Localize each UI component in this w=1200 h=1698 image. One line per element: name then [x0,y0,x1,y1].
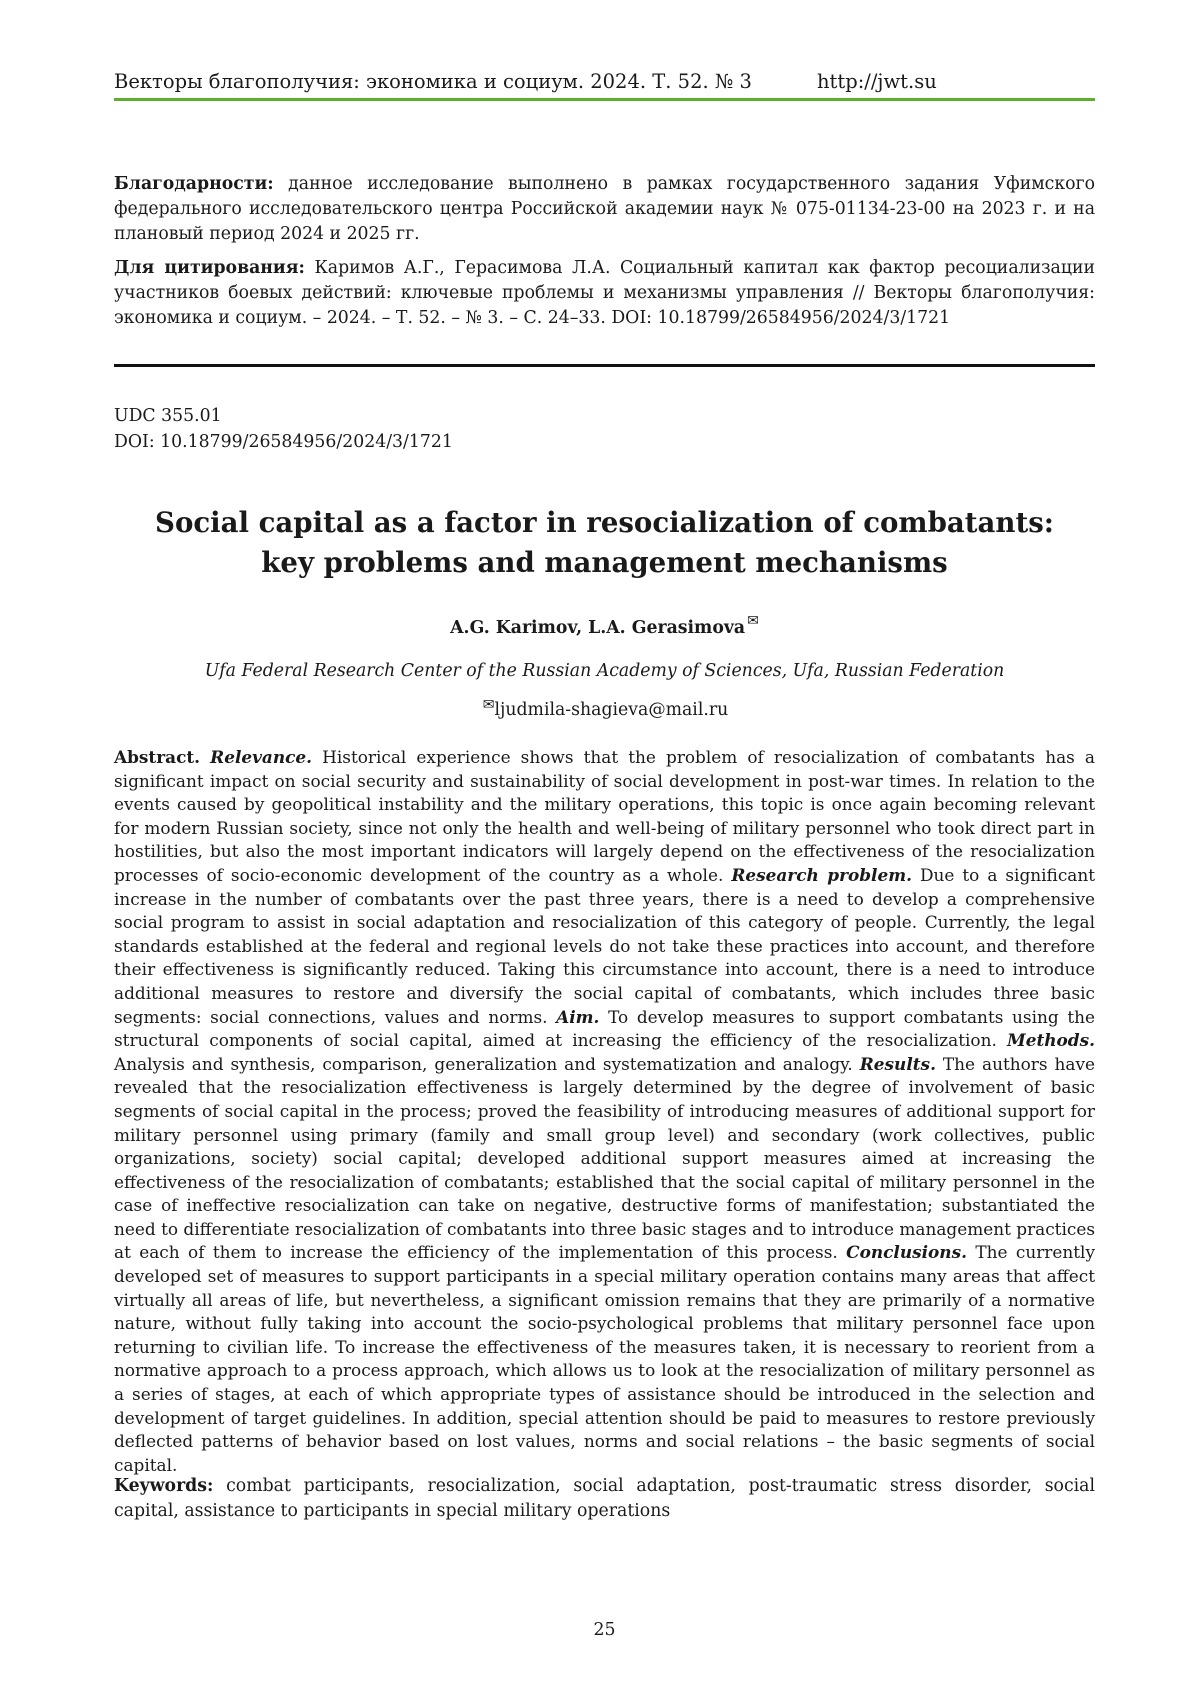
abstract [114,746,1095,1477]
keywords [114,1474,1095,1524]
keywords-label: Keywords: [114,1476,214,1496]
acknowledgments-label: Благодарности: [114,174,274,194]
methods-text: Analysis and synthesis, comparison, generalization and systematization and analogy. [114,1053,860,1074]
running-header [114,66,1095,102]
title-line-1: Social capital as a factor in resocialization of combatants: [155,506,1054,539]
article-meta [114,403,453,455]
citation-label: Для цитирования: [114,258,305,278]
acknowledgments-text: данное исследование выполнено в рамках государственного задания Уфимского федерального исследовательского центра Российской академии наук № 075-01134-23-00 на 2023 г. и на плановый период 2024 и 2025 гг. [114,174,1096,244]
methods-label: Methods. [1007,1030,1095,1051]
affiliation: Ufa Federal Research Center of the Russian Academy of Sciences, Ufa, Russian Federation [204,661,1005,681]
journal-name: Векторы благополучия: экономика и социум. 2024. Т. 52. № 3 [114,70,752,93]
authors [114,613,1095,638]
problem-text: Due to a significant increase in the number of combatants over the past three years, there is a need to develop a comprehensive social program to assist in social adaptation and resocialization of this category of people. Currently, the legal standards established at the federal and regional levels do not take these practices into account, and therefore their effectiveness is significantly reduced. Taking this circumstance into account, there is a need to introduce additional measures to restore and diversify the social capital of combatants, which includes three basic segments: social connections, values and norms. [114,864,1096,1027]
envelope-icon: ✉ [482,697,495,713]
doi: DOI: 10.18799/26584956/2024/3/1721 [114,432,453,452]
citation [114,256,1095,331]
keywords-text: combat participants, resocialization, social adaptation, post-traumatic stress disorder, social capital, assistance to participants in special military operations [114,1476,1095,1521]
results-label: Results. [859,1053,936,1074]
aim-text: To develop measures to support combatants using the structural components of social capital, aimed at increasing the efficiency of the resocialization. [114,1006,1095,1051]
journal-url[interactable]: http://jwt.su [817,70,937,93]
section-divider [114,364,1095,367]
email-line [114,697,1095,720]
title-line-2: key problems and management mechanisms [261,546,948,579]
envelope-icon: ✉ [747,613,759,629]
udc: UDC 355.01 [114,406,222,426]
article-title [114,503,1095,583]
aim-label: Aim. [556,1006,600,1027]
page-number: 25 [593,1620,616,1640]
email-link[interactable]: ljudmila-shagieva@mail.ru [494,700,729,720]
relevance-text: Historical experience shows that the problem of resocialization of combatants has a significant impact on social security and sustainability of social development in post-war times. In relation to the events caused by geopolitical instability and the military operations, this topic is once again becoming relevant for modern Russian society, since not only the health and well-being of military personnel who took direct part in hostilities, but also the most important indicators will largely depend on the effectiveness of the resocialization processes of socio-economic development of the country as a whole. [114,747,1095,885]
results-text: The authors have revealed that the resocialization effectiveness is largely determined by the degree of involvement of basic segments of social capital in the process; proved the feasibility of introducing measures of additional support for military personnel using primary (family and small group level) and secondary (work collectives, public organizations, society) social capital; developed additional support measures aimed at increasing the effectiveness of the resocialization of combatants; established that the social capital of military personnel in the case of ineffective resocialization can take on negative, destructive forms of manifestation; substantiated the need to differentiate resocialization of combatants into three basic stages and to introduce management practices at each of them to increase the efficiency of the implementation of this process. [114,1053,1095,1263]
conclusions-text: The currently developed set of measures to support participants in a special military operation contains many areas that affect virtually all areas of life, but nevertheless, a significant omission remains that they are primarily of a normative nature, without fully taking into account the socio-psychological problems that military personnel face upon returning to civilian life. To increase the effectiveness of the measures taken, it is necessary to reorient from a normative approach to a process approach, which allows us to look at the resocialization of military personnel as a series of stages, at each of which appropriate types of assistance should be introduced in the selection and development of target guidelines. In addition, special attention should be paid to measures to restore previously deflected patterns of behavior based on lost values, norms and social relations – the basic segments of social capital. [114,1242,1095,1475]
relevance-label: Relevance. [210,747,313,767]
conclusions-label: Conclusions. [846,1242,967,1263]
problem-label: Research problem. [731,864,912,885]
header-rule [114,98,1095,101]
acknowledgments [114,172,1095,247]
citation-text: Каримов А.Г., Герасимова Л.А. Социальный капитал как фактор ресоциализации участников боевых действий: ключевые проблемы и механизмы управления // Векторы благополучия: экономика и социум. – 2024. – Т. 52. – № 3. – С. 24–33. DOI: 10.18799/26584956/2024/3/1721 [114,258,1096,328]
abstract-label: Abstract. [114,747,201,767]
authors-names: A.G. Karimov, L.A. Gerasimova [450,618,746,638]
